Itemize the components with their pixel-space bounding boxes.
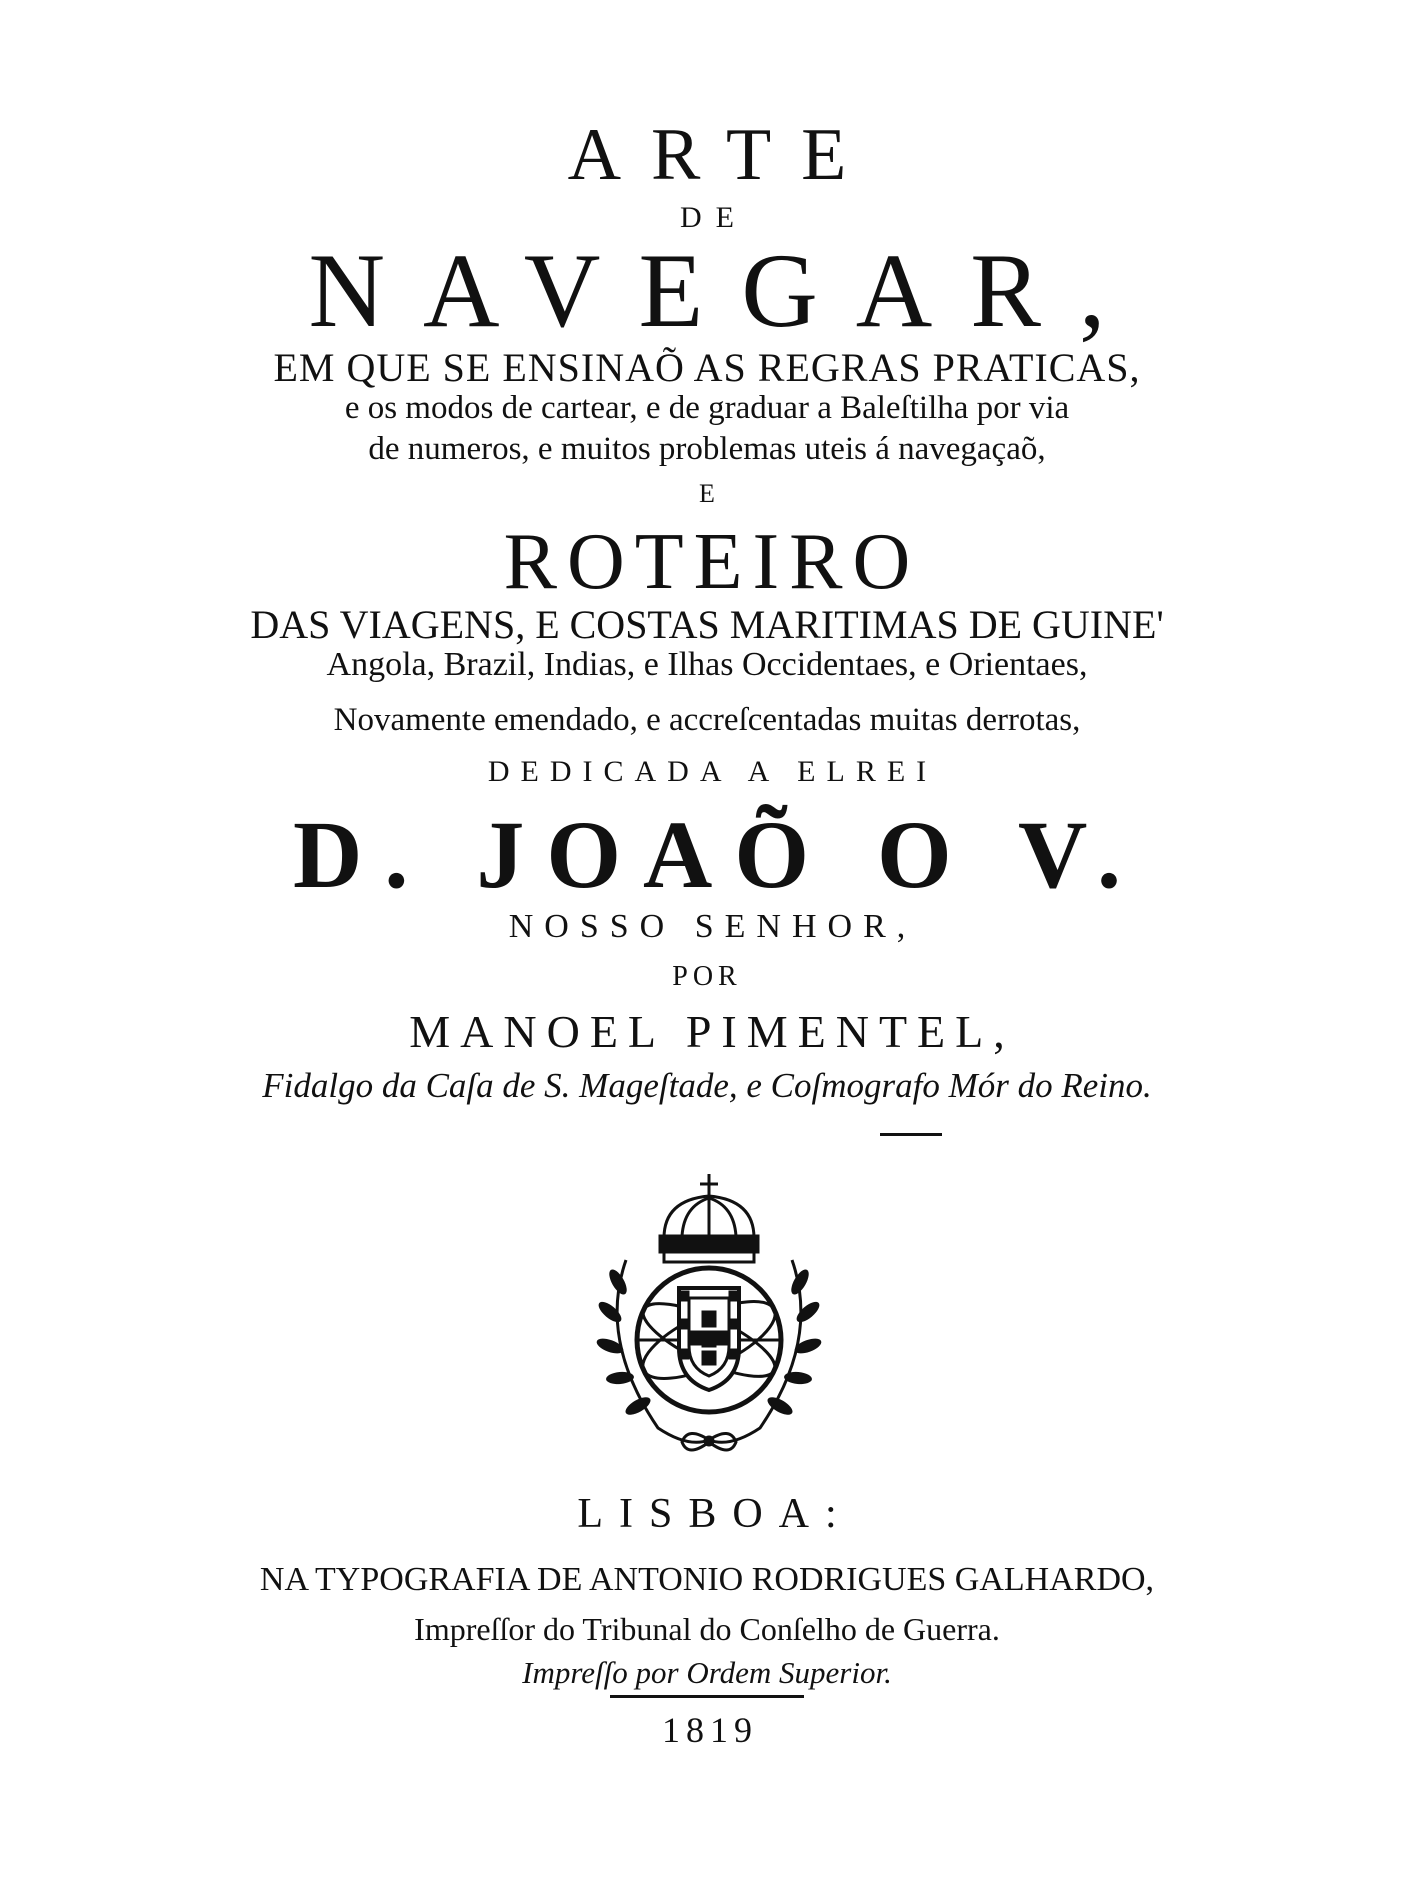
- imprint-year: 1819: [662, 1710, 758, 1750]
- title-de: DE: [680, 201, 748, 234]
- year-rule: [610, 1695, 804, 1698]
- imprint-printer-role: Impreſſor do Tribunal do Conſelho de Guerra.: [414, 1611, 1000, 1647]
- subtitle-line-2: de numeros, e muitos problemas uteis á navegaçaõ,: [368, 431, 1046, 467]
- title-roteiro: ROTEIRO: [503, 518, 921, 606]
- king-title: NOSSO SENHOR,: [508, 908, 917, 945]
- author-title: Fidalgo da Caſa de S. Mageſtade, e Coſmografo Mór do Reino.: [262, 1066, 1152, 1105]
- title-navegar: NAVEGAR,: [308, 232, 1144, 349]
- imprint-printer: NA TYPOGRAFIA DE ANTONIO RODRIGUES GALHARDO,: [259, 1561, 1155, 1598]
- subtitle-caps: EM QUE SE ENSINAÕ AS REGRAS PRATICAS,: [273, 345, 1141, 390]
- roteiro-caps: DAS VIAGENS, E COSTAS MARITIMAS DE GUINE': [250, 602, 1164, 647]
- short-rule: [880, 1133, 942, 1136]
- subtitle-line-1: e os modos de cartear, e de graduar a Baleſtilha por via: [344, 390, 1070, 426]
- imprint-authorization: Impreſſo por Ordem Superior.: [522, 1655, 892, 1690]
- author-name: MANOEL PIMENTEL,: [409, 1006, 1015, 1057]
- by-line: POR: [672, 961, 742, 992]
- conjunction-e: E: [699, 479, 715, 508]
- imprint-city: LISBOA:: [577, 1491, 853, 1537]
- revision-note: Novamente emendado, e accreſcentadas muitas derrotas,: [333, 702, 1081, 738]
- roteiro-places: Angola, Brazil, Indias, e Ilhas Occidentaes, e Orientaes,: [326, 646, 1088, 683]
- royal-coat-of-arms-icon: [578, 1170, 840, 1460]
- title-arte: ARTE: [567, 114, 877, 196]
- dedication: DEDICADA A ELREI: [487, 755, 938, 788]
- king-name: D. JOAÕ O V.: [293, 801, 1143, 908]
